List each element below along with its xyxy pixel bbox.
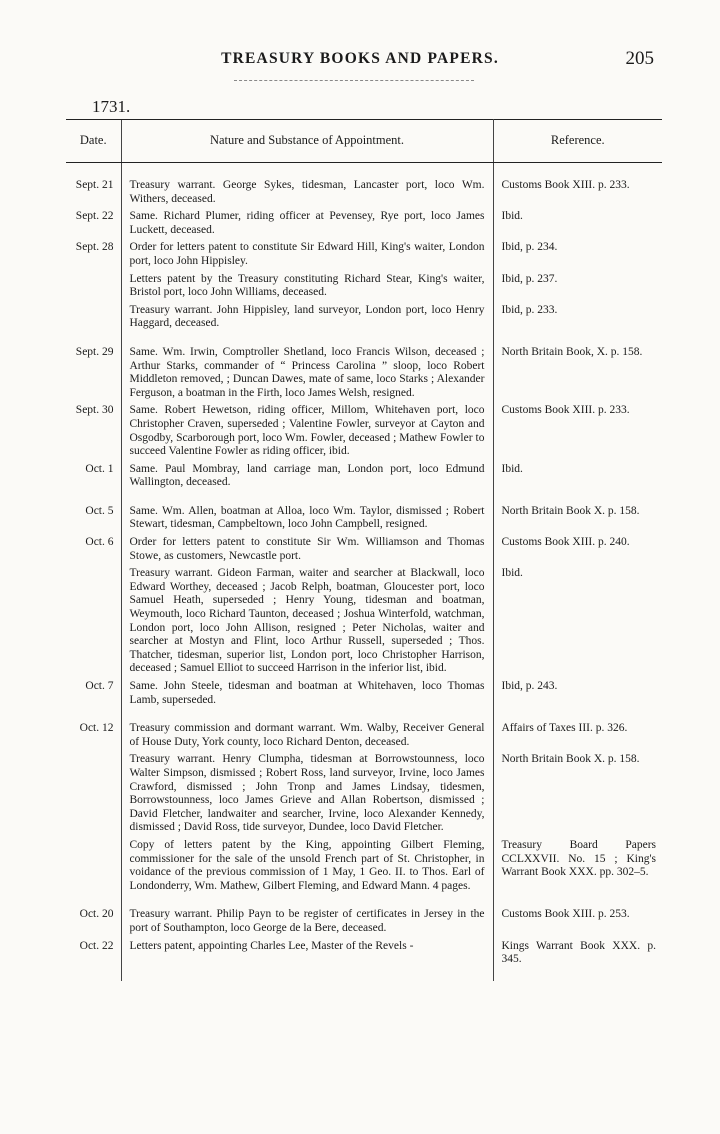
entry-date: Oct. 20: [79, 908, 114, 921]
entry-date: Oct. 5: [85, 504, 114, 517]
table-row: [66, 206, 662, 237]
entry-nature: Letters patent, appointing Charles Lee, Master of the Revels -: [121, 936, 493, 981]
table-row: [66, 269, 662, 300]
table-row: [66, 300, 662, 331]
entry-date: Sept. 29: [75, 345, 114, 358]
appointments-table: [66, 119, 662, 981]
entry-reference: Treasury Board Papers CCLXXVII. No. 15 ; King's Warrant Book XXX. pp. 302–5.: [501, 838, 656, 879]
entry-reference: Customs Book XIII. p. 240.: [501, 536, 630, 549]
table-row: [66, 532, 662, 563]
entry-date: Oct. 22: [79, 939, 114, 952]
entry-nature: Same. Wm. Allen, boatman at Alloa, loco Wm. Taylor, dismissed ; Robert Stewart, tidesman, Campbeltown, loco John Campbell, resigned.: [121, 490, 493, 532]
entry-reference: North Britain Book X. p. 158.: [501, 753, 640, 766]
entry-nature: Treasury warrant. John Hippisley, land surveyor, London port, loco Henry Haggard, deceased.: [121, 300, 493, 331]
entry-reference: Affairs of Taxes III. p. 326.: [501, 722, 628, 735]
entry-nature: Order for letters patent to constitute Sir Edward Hill, King's waiter, London port, loco John Hippisley.: [121, 237, 493, 268]
table-row: [66, 459, 662, 490]
entry-reference: Ibid.: [501, 567, 523, 580]
entry-date: Oct. 7: [85, 680, 114, 692]
table-row: [66, 179, 662, 206]
entry-reference: Ibid, p. 237.: [501, 272, 558, 285]
entry-date: Sept. 30: [75, 404, 114, 417]
table-row: [66, 676, 662, 707]
entry-nature: Treasury warrant. Henry Clumpha, tidesman at Borrowstounness, loco Walter Simpson, dismissed ; Robert Ross, land surveyor, Irvine, loco James Crawford, dismissed ; John Tronp and James Lindsay, tidesmen, Borrowstounness, loco James Grieve and Allan Robertson, dismissed ; David Fletcher, landwaiter and searcher, Irvine, loco Alexander Kennedy, dismissed ; David Ross, tide surveyor, Dundee, loco David Fletcher.: [121, 749, 493, 835]
table-row: [66, 707, 662, 749]
table-header-row: [66, 120, 662, 163]
column-header-reference: Reference.: [493, 120, 662, 163]
table-row: [66, 563, 662, 676]
running-head: [0, 50, 720, 74]
column-header-date: Date.: [66, 120, 121, 163]
entry-reference: Customs Book XIII. p. 233.: [501, 404, 630, 417]
table-row: [66, 893, 662, 935]
header-rule: [234, 80, 474, 82]
entry-nature: Same. John Steele, tidesman and boatman at Whitehaven, loco Thomas Lamb, superseded.: [121, 676, 493, 707]
table-row: [66, 835, 662, 893]
entry-date: [66, 563, 121, 676]
entry-nature: Order for letters patent to constitute Sir Wm. Williamson and Thomas Stowe, as customers, Newcastle port.: [121, 532, 493, 563]
entry-reference: Ibid, p. 234.: [501, 241, 558, 254]
entry-nature: Treasury warrant. George Sykes, tidesman, Lancaster port, loco Wm. Withers, deceased.: [121, 179, 493, 206]
entry-date: Sept. 22: [75, 210, 114, 223]
entry-reference: Customs Book XIII. p. 253.: [501, 908, 630, 921]
table-row: [66, 331, 662, 400]
entry-nature: Letters patent by the Treasury constituting Richard Stear, King's waiter, Bristol port, loco John Williams, deceased.: [121, 269, 493, 300]
entry-nature: Copy of letters patent by the King, appointing Gilbert Fleming, commissioner for the sale of the unsold French part of St. Christopher, in voidance of the previous commission of 1 May, 1 Geo. II. to Thos. Earl of Londonderry, Wm. Mathew, Gilbert Fleming, and Edward Mann. 4 pages.: [121, 835, 493, 893]
table-row: [66, 237, 662, 268]
table-row: [66, 400, 662, 458]
entry-reference: Ibid, p. 233.: [501, 303, 558, 316]
entry-date: Sept. 28: [75, 241, 114, 254]
entry-reference: North Britain Book X. p. 158.: [501, 504, 640, 517]
entry-reference: Ibid.: [501, 462, 523, 475]
entry-date: Oct. 12: [79, 722, 114, 735]
entry-reference: Customs Book XIII. p. 233.: [501, 179, 630, 191]
entry-date: Sept. 21: [75, 179, 114, 191]
entry-reference: Ibid, p. 243.: [501, 680, 558, 692]
entry-reference: Ibid.: [501, 210, 523, 223]
entry-date: Oct. 6: [85, 536, 114, 549]
entry-date: [66, 269, 121, 300]
running-title: TREASURY BOOKS AND PAPERS.: [221, 50, 499, 67]
table-spacer: [66, 163, 662, 180]
entry-nature: Treasury commission and dormant warrant. Wm. Walby, Receiver General of House Duty, York county, loco Richard Denton, deceased.: [121, 707, 493, 749]
entry-nature: Same. Paul Mombray, land carriage man, London port, loco Edmund Wallington, deceased.: [121, 459, 493, 490]
entry-reference: Kings Warrant Book XXX. p. 345.: [501, 939, 656, 966]
column-header-nature: Nature and Substance of Appointment.: [121, 120, 493, 163]
table-row: [66, 749, 662, 835]
entry-nature: Treasury warrant. Philip Payn to be register of certificates in Jersey in the port of Southampton, loco George de la Bere, deceased.: [121, 893, 493, 935]
entry-nature: Same. Wm. Irwin, Comptroller Shetland, loco Francis Wilson, deceased ; Arthur Starks, commander of “ Princess Carolina ” sloop, loco Robert Middleton removed, ; Duncan Dawes, mate of same, loco Starks ; Alexander Ferguson, a boatman in the Firth, loco James Welsh, resigned.: [121, 331, 493, 400]
entry-date: [66, 749, 121, 835]
table-row: [66, 936, 662, 981]
table-row: [66, 490, 662, 532]
entry-date: [66, 300, 121, 331]
entry-nature: Same. Richard Plumer, riding officer at Pevensey, Rye port, loco James Luckett, deceased.: [121, 206, 493, 237]
entry-reference: North Britain Book, X. p. 158.: [501, 345, 643, 358]
entry-date: Oct. 1: [85, 462, 114, 475]
entry-date: [66, 835, 121, 893]
entry-nature: Treasury warrant. Gideon Farman, waiter and searcher at Blackwall, loco Edward Worthey, deceased ; Jacob Relph, boatman, Gloucester port, loco Samuel Heath, superseded ; Henry Young, tidesman and boatman, Weymouth, loco Richard Taunton, deceased ; Joshua Winterfold, watchman, London port, loco John Allison, resigned ; Peter Nicholas, waiter and searcher at Mostyn and Flint, loco Arthur Russell, superseded ; Thos. Thatcher, tidesman, superior list, London port, loco Christopher Harrison, deceased ; Samuel Elliot to succeed Harrison in the inferior list, ibid.: [121, 563, 493, 676]
year-label: 1731.: [92, 97, 131, 116]
page-number: 205: [625, 48, 654, 69]
entry-nature: Same. Robert Hewetson, riding officer, Millom, Whitehaven port, loco Christopher Craven, superseded ; Valentine Fowler, surveyor at Cayton and Osgodby, Scarborough port, loco Wm. Fowler, deceased ; Mathew Fowler to succeed Valentine Fowler as riding officer, ibid.: [121, 400, 493, 458]
